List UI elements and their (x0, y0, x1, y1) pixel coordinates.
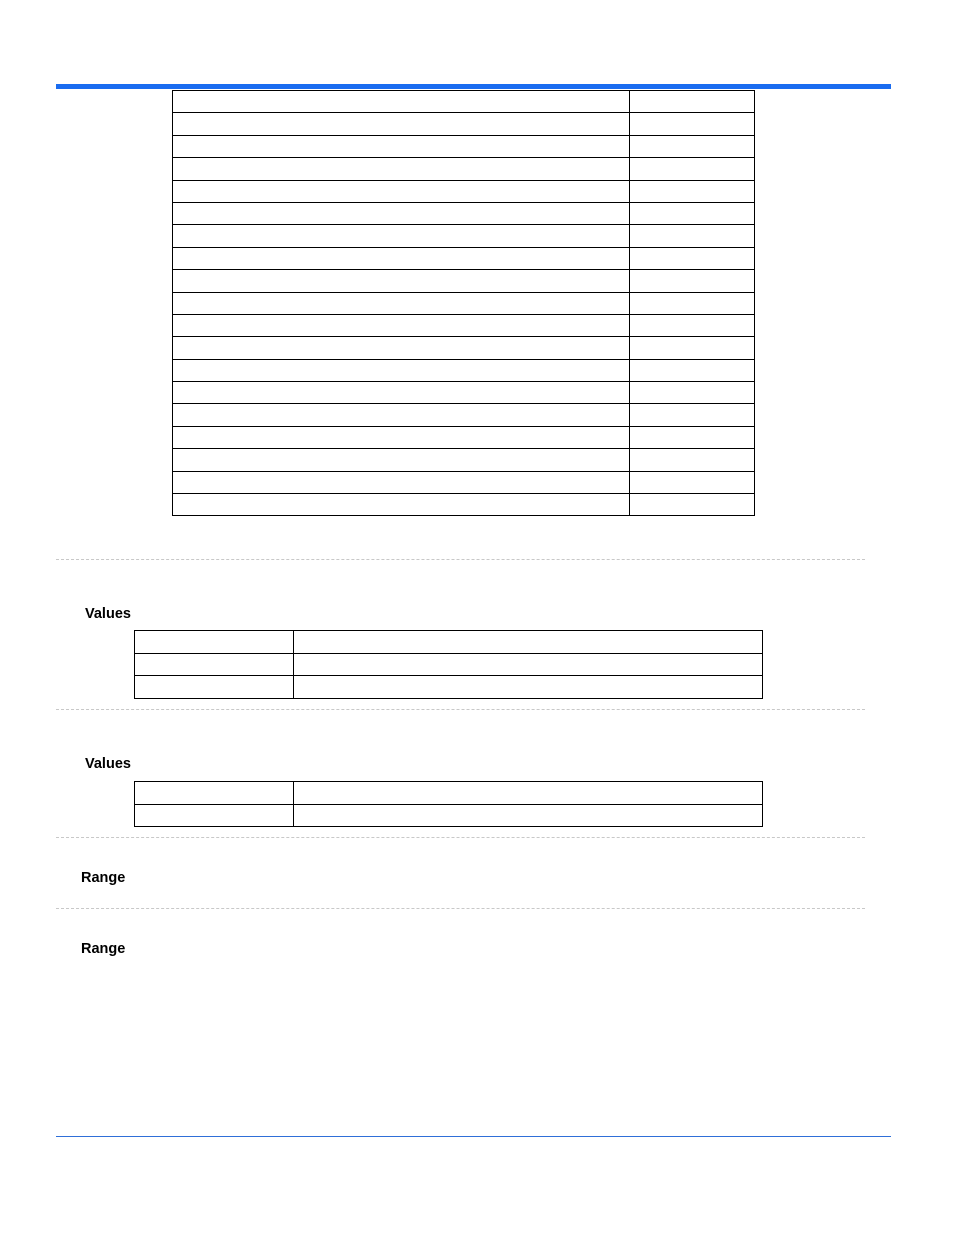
table-cell (135, 676, 294, 699)
table-cell (173, 247, 630, 269)
table-cell (173, 292, 630, 314)
table-cell (173, 135, 630, 157)
table-cell (173, 91, 630, 113)
section-divider (56, 559, 865, 560)
table-row (173, 314, 755, 336)
main-table (172, 90, 755, 516)
table-row (135, 804, 763, 827)
table-row (173, 158, 755, 180)
table-row (173, 202, 755, 224)
table-row (135, 782, 763, 805)
table-row (135, 631, 763, 654)
table-row (173, 270, 755, 292)
table-cell (173, 494, 630, 516)
footer-rule (56, 1136, 891, 1137)
table-row (173, 426, 755, 448)
table-cell (630, 449, 755, 471)
table-cell (630, 135, 755, 157)
header-accent-bar (56, 84, 891, 89)
table-cell (173, 382, 630, 404)
table-row (173, 382, 755, 404)
range-label: Range (81, 870, 126, 886)
table-cell (173, 337, 630, 359)
table-row (173, 449, 755, 471)
table-cell (173, 426, 630, 448)
range-label: Range (81, 941, 126, 957)
table-cell (173, 359, 630, 381)
values-table (134, 781, 763, 827)
table-cell (135, 804, 294, 827)
table-row (173, 292, 755, 314)
table-cell (630, 292, 755, 314)
values-label: Values (85, 606, 131, 622)
table-cell (173, 180, 630, 202)
table-row (173, 135, 755, 157)
table-cell (173, 404, 630, 426)
table-cell (135, 653, 294, 676)
table-cell (630, 180, 755, 202)
table-row (173, 471, 755, 493)
table-cell (630, 91, 755, 113)
table-row (173, 180, 755, 202)
section-divider (56, 908, 865, 909)
table-cell (293, 782, 762, 805)
section-divider (56, 837, 865, 838)
table-cell (630, 314, 755, 336)
table-cell (293, 653, 762, 676)
table-cell (630, 494, 755, 516)
values-table (134, 630, 763, 699)
table-row (173, 494, 755, 516)
table-cell (173, 314, 630, 336)
table-cell (630, 471, 755, 493)
table-cell (630, 359, 755, 381)
table-cell (173, 225, 630, 247)
table-row (173, 225, 755, 247)
table-cell (135, 631, 294, 654)
table-cell (630, 247, 755, 269)
table-row (173, 247, 755, 269)
table-cell (135, 782, 294, 805)
table-row (173, 337, 755, 359)
table-cell (630, 270, 755, 292)
table-row (173, 91, 755, 113)
table-row (173, 404, 755, 426)
table-cell (630, 382, 755, 404)
table-cell (630, 158, 755, 180)
table-cell (630, 202, 755, 224)
table-cell (293, 676, 762, 699)
table-cell (173, 270, 630, 292)
table-row (173, 359, 755, 381)
table-cell (173, 202, 630, 224)
table-cell (630, 113, 755, 135)
table-cell (293, 631, 762, 654)
table-cell (173, 449, 630, 471)
table-row (173, 113, 755, 135)
table-cell (630, 426, 755, 448)
table-cell (630, 404, 755, 426)
table-cell (173, 471, 630, 493)
table-row (135, 653, 763, 676)
table-cell (173, 113, 630, 135)
table-cell (630, 225, 755, 247)
values-label: Values (85, 756, 131, 772)
table-cell (173, 158, 630, 180)
table-cell (630, 337, 755, 359)
section-divider (56, 709, 865, 710)
table-row (135, 676, 763, 699)
table-cell (293, 804, 762, 827)
